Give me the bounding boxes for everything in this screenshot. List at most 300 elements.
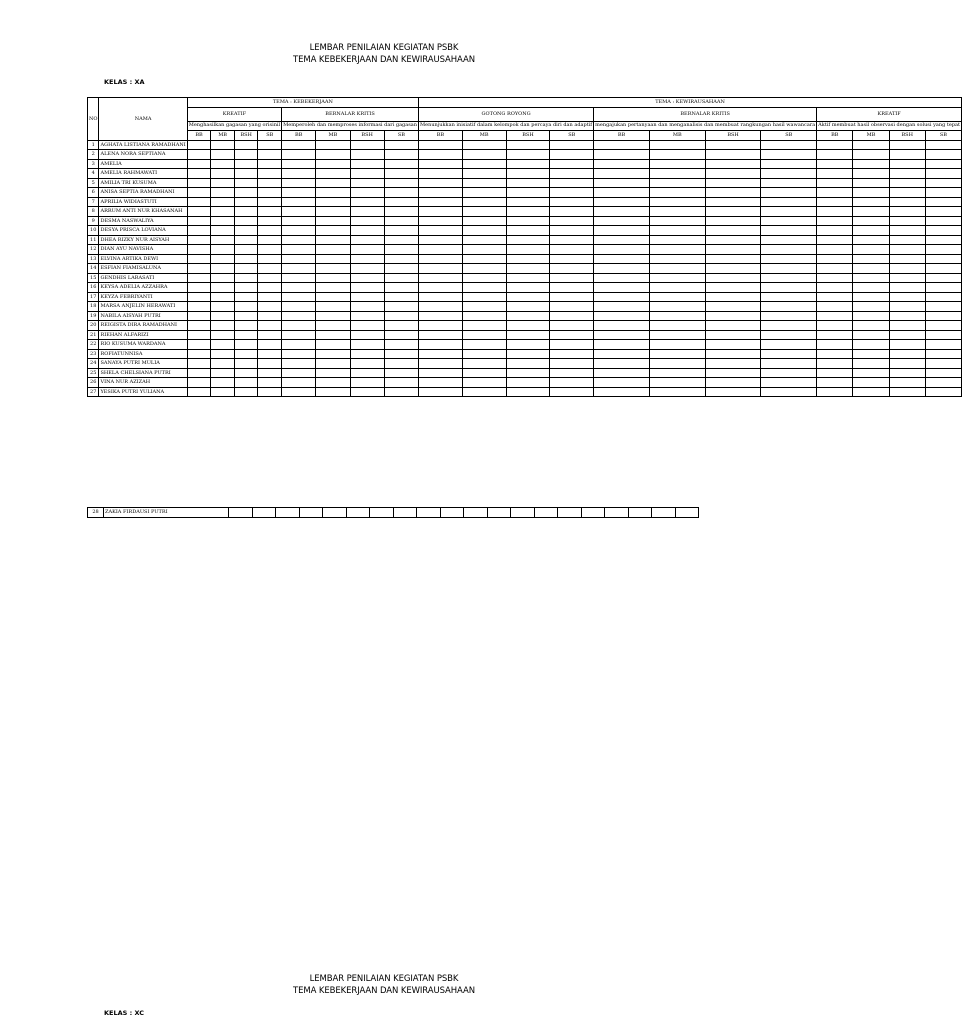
score-cell[interactable]	[889, 264, 925, 274]
score-cell[interactable]	[550, 273, 594, 283]
score-cell[interactable]	[316, 302, 350, 312]
score-cell[interactable]	[211, 178, 235, 188]
score-cell[interactable]	[384, 216, 418, 226]
score-cell[interactable]	[817, 188, 853, 198]
score-cell[interactable]	[462, 340, 506, 350]
score-cell[interactable]	[282, 264, 316, 274]
score-cell[interactable]	[506, 302, 550, 312]
score-cell[interactable]	[705, 235, 761, 245]
score-cell[interactable]	[282, 349, 316, 359]
score-cell[interactable]	[350, 340, 384, 350]
score-cell[interactable]	[234, 387, 258, 397]
score-cell[interactable]	[258, 330, 282, 340]
score-cell[interactable]	[384, 387, 418, 397]
score-cell[interactable]	[594, 207, 650, 217]
score-cell[interactable]	[350, 178, 384, 188]
score-cell[interactable]	[187, 159, 211, 169]
score-cell[interactable]	[705, 387, 761, 397]
score-cell[interactable]	[384, 378, 418, 388]
score-cell[interactable]	[853, 188, 889, 198]
score-cell[interactable]	[550, 340, 594, 350]
score-cell[interactable]	[316, 311, 350, 321]
score-cell[interactable]	[889, 359, 925, 369]
score-cell[interactable]	[817, 235, 853, 245]
score-cell[interactable]	[853, 311, 889, 321]
score-cell[interactable]	[350, 226, 384, 236]
score-cell[interactable]	[419, 378, 463, 388]
score-cell[interactable]	[258, 368, 282, 378]
score-cell[interactable]	[506, 150, 550, 160]
score-cell[interactable]	[594, 159, 650, 169]
score-cell[interactable]	[258, 207, 282, 217]
score-cell[interactable]	[419, 340, 463, 350]
score-cell[interactable]	[649, 197, 705, 207]
score-cell[interactable]	[889, 311, 925, 321]
score-cell[interactable]	[384, 264, 418, 274]
score-cell[interactable]	[258, 254, 282, 264]
score-cell[interactable]	[506, 340, 550, 350]
score-cell[interactable]	[705, 226, 761, 236]
score-cell[interactable]	[817, 254, 853, 264]
score-cell[interactable]	[705, 169, 761, 179]
score-cell[interactable]	[649, 273, 705, 283]
score-cell[interactable]	[211, 264, 235, 274]
score-cell[interactable]	[594, 330, 650, 340]
score-cell[interactable]	[419, 150, 463, 160]
score-cell[interactable]	[234, 368, 258, 378]
score-cell[interactable]	[346, 508, 370, 518]
score-cell[interactable]	[761, 178, 817, 188]
score-cell[interactable]	[853, 330, 889, 340]
score-cell[interactable]	[675, 508, 699, 518]
score-cell[interactable]	[316, 178, 350, 188]
score-cell[interactable]	[350, 140, 384, 150]
score-cell[interactable]	[506, 378, 550, 388]
score-cell[interactable]	[211, 235, 235, 245]
score-cell[interactable]	[234, 321, 258, 331]
score-cell[interactable]	[506, 359, 550, 369]
score-cell[interactable]	[316, 226, 350, 236]
score-cell[interactable]	[550, 226, 594, 236]
score-cell[interactable]	[705, 178, 761, 188]
score-cell[interactable]	[550, 368, 594, 378]
score-cell[interactable]	[462, 378, 506, 388]
score-cell[interactable]	[649, 245, 705, 255]
score-cell[interactable]	[889, 273, 925, 283]
score-cell[interactable]	[258, 226, 282, 236]
score-cell[interactable]	[853, 254, 889, 264]
score-cell[interactable]	[649, 302, 705, 312]
score-cell[interactable]	[817, 150, 853, 160]
score-cell[interactable]	[187, 188, 211, 198]
score-cell[interactable]	[506, 283, 550, 293]
score-cell[interactable]	[350, 254, 384, 264]
score-cell[interactable]	[761, 359, 817, 369]
score-cell[interactable]	[761, 264, 817, 274]
score-cell[interactable]	[258, 292, 282, 302]
score-cell[interactable]	[925, 235, 961, 245]
score-cell[interactable]	[761, 302, 817, 312]
score-cell[interactable]	[506, 197, 550, 207]
score-cell[interactable]	[594, 321, 650, 331]
score-cell[interactable]	[234, 283, 258, 293]
score-cell[interactable]	[889, 178, 925, 188]
score-cell[interactable]	[234, 264, 258, 274]
score-cell[interactable]	[705, 245, 761, 255]
score-cell[interactable]	[462, 264, 506, 274]
score-cell[interactable]	[384, 273, 418, 283]
score-cell[interactable]	[462, 178, 506, 188]
score-cell[interactable]	[594, 178, 650, 188]
score-cell[interactable]	[258, 140, 282, 150]
score-cell[interactable]	[350, 159, 384, 169]
score-cell[interactable]	[925, 349, 961, 359]
score-cell[interactable]	[384, 169, 418, 179]
score-cell[interactable]	[705, 359, 761, 369]
score-cell[interactable]	[419, 283, 463, 293]
score-cell[interactable]	[211, 254, 235, 264]
score-cell[interactable]	[594, 245, 650, 255]
score-cell[interactable]	[889, 254, 925, 264]
score-cell[interactable]	[550, 207, 594, 217]
score-cell[interactable]	[258, 197, 282, 207]
score-cell[interactable]	[211, 188, 235, 198]
score-cell[interactable]	[889, 387, 925, 397]
score-cell[interactable]	[817, 178, 853, 188]
score-cell[interactable]	[323, 508, 347, 518]
score-cell[interactable]	[384, 235, 418, 245]
score-cell[interactable]	[234, 359, 258, 369]
score-cell[interactable]	[925, 140, 961, 150]
score-cell[interactable]	[384, 302, 418, 312]
score-cell[interactable]	[705, 150, 761, 160]
score-cell[interactable]	[350, 264, 384, 274]
score-cell[interactable]	[534, 508, 558, 518]
score-cell[interactable]	[316, 321, 350, 331]
score-cell[interactable]	[649, 264, 705, 274]
score-cell[interactable]	[462, 321, 506, 331]
score-cell[interactable]	[705, 368, 761, 378]
score-cell[interactable]	[350, 273, 384, 283]
score-cell[interactable]	[705, 254, 761, 264]
score-cell[interactable]	[350, 311, 384, 321]
score-cell[interactable]	[384, 178, 418, 188]
score-cell[interactable]	[550, 330, 594, 340]
score-cell[interactable]	[384, 188, 418, 198]
score-cell[interactable]	[350, 216, 384, 226]
score-cell[interactable]	[419, 273, 463, 283]
score-cell[interactable]	[234, 340, 258, 350]
score-cell[interactable]	[384, 207, 418, 217]
score-cell[interactable]	[419, 226, 463, 236]
score-cell[interactable]	[211, 292, 235, 302]
score-cell[interactable]	[384, 140, 418, 150]
score-cell[interactable]	[889, 207, 925, 217]
score-cell[interactable]	[234, 197, 258, 207]
score-cell[interactable]	[889, 292, 925, 302]
score-cell[interactable]	[649, 235, 705, 245]
score-cell[interactable]	[649, 349, 705, 359]
score-cell[interactable]	[705, 349, 761, 359]
score-cell[interactable]	[889, 245, 925, 255]
score-cell[interactable]	[234, 349, 258, 359]
score-cell[interactable]	[462, 283, 506, 293]
score-cell[interactable]	[506, 178, 550, 188]
score-cell[interactable]	[258, 321, 282, 331]
score-cell[interactable]	[506, 159, 550, 169]
score-cell[interactable]	[384, 226, 418, 236]
score-cell[interactable]	[350, 292, 384, 302]
score-cell[interactable]	[187, 178, 211, 188]
score-cell[interactable]	[925, 254, 961, 264]
score-cell[interactable]	[817, 378, 853, 388]
score-cell[interactable]	[925, 340, 961, 350]
score-cell[interactable]	[705, 321, 761, 331]
score-cell[interactable]	[211, 197, 235, 207]
score-cell[interactable]	[925, 188, 961, 198]
score-cell[interactable]	[462, 359, 506, 369]
score-cell[interactable]	[853, 387, 889, 397]
score-cell[interactable]	[187, 254, 211, 264]
score-cell[interactable]	[649, 150, 705, 160]
score-cell[interactable]	[925, 302, 961, 312]
score-cell[interactable]	[925, 150, 961, 160]
score-cell[interactable]	[350, 235, 384, 245]
score-cell[interactable]	[925, 368, 961, 378]
score-cell[interactable]	[234, 245, 258, 255]
score-cell[interactable]	[925, 197, 961, 207]
score-cell[interactable]	[594, 226, 650, 236]
score-cell[interactable]	[187, 283, 211, 293]
score-cell[interactable]	[419, 292, 463, 302]
score-cell[interactable]	[705, 197, 761, 207]
score-cell[interactable]	[419, 321, 463, 331]
score-cell[interactable]	[282, 216, 316, 226]
score-cell[interactable]	[258, 150, 282, 160]
score-cell[interactable]	[594, 197, 650, 207]
score-cell[interactable]	[550, 235, 594, 245]
score-cell[interactable]	[187, 321, 211, 331]
score-cell[interactable]	[761, 188, 817, 198]
score-cell[interactable]	[853, 273, 889, 283]
score-cell[interactable]	[853, 216, 889, 226]
score-cell[interactable]	[187, 330, 211, 340]
score-cell[interactable]	[649, 330, 705, 340]
score-cell[interactable]	[853, 197, 889, 207]
score-cell[interactable]	[282, 368, 316, 378]
score-cell[interactable]	[350, 197, 384, 207]
score-cell[interactable]	[506, 292, 550, 302]
score-cell[interactable]	[925, 321, 961, 331]
score-cell[interactable]	[925, 273, 961, 283]
score-cell[interactable]	[384, 340, 418, 350]
score-cell[interactable]	[817, 169, 853, 179]
score-cell[interactable]	[316, 254, 350, 264]
score-cell[interactable]	[506, 235, 550, 245]
score-cell[interactable]	[853, 283, 889, 293]
score-cell[interactable]	[761, 273, 817, 283]
score-cell[interactable]	[925, 378, 961, 388]
score-cell[interactable]	[384, 349, 418, 359]
score-cell[interactable]	[550, 188, 594, 198]
score-cell[interactable]	[258, 264, 282, 274]
score-cell[interactable]	[419, 330, 463, 340]
score-cell[interactable]	[705, 302, 761, 312]
score-cell[interactable]	[511, 508, 535, 518]
score-cell[interactable]	[594, 188, 650, 198]
score-cell[interactable]	[506, 264, 550, 274]
score-cell[interactable]	[316, 340, 350, 350]
score-cell[interactable]	[384, 311, 418, 321]
score-cell[interactable]	[211, 321, 235, 331]
score-cell[interactable]	[925, 311, 961, 321]
score-cell[interactable]	[925, 178, 961, 188]
score-cell[interactable]	[211, 349, 235, 359]
score-cell[interactable]	[234, 302, 258, 312]
score-cell[interactable]	[258, 349, 282, 359]
score-cell[interactable]	[187, 235, 211, 245]
score-cell[interactable]	[925, 216, 961, 226]
score-cell[interactable]	[550, 311, 594, 321]
score-cell[interactable]	[282, 340, 316, 350]
score-cell[interactable]	[384, 330, 418, 340]
score-cell[interactable]	[853, 159, 889, 169]
score-cell[interactable]	[853, 349, 889, 359]
score-cell[interactable]	[506, 349, 550, 359]
score-cell[interactable]	[187, 197, 211, 207]
score-cell[interactable]	[462, 349, 506, 359]
score-cell[interactable]	[282, 245, 316, 255]
score-cell[interactable]	[419, 235, 463, 245]
score-cell[interactable]	[506, 387, 550, 397]
score-cell[interactable]	[761, 216, 817, 226]
score-cell[interactable]	[817, 311, 853, 321]
score-cell[interactable]	[211, 216, 235, 226]
score-cell[interactable]	[853, 368, 889, 378]
score-cell[interactable]	[234, 226, 258, 236]
score-cell[interactable]	[282, 235, 316, 245]
score-cell[interactable]	[384, 368, 418, 378]
score-cell[interactable]	[234, 292, 258, 302]
score-cell[interactable]	[282, 178, 316, 188]
score-cell[interactable]	[761, 207, 817, 217]
score-cell[interactable]	[211, 359, 235, 369]
score-cell[interactable]	[594, 273, 650, 283]
score-cell[interactable]	[462, 311, 506, 321]
score-cell[interactable]	[581, 508, 605, 518]
score-cell[interactable]	[211, 273, 235, 283]
score-cell[interactable]	[506, 254, 550, 264]
score-cell[interactable]	[187, 368, 211, 378]
score-cell[interactable]	[384, 197, 418, 207]
score-cell[interactable]	[350, 188, 384, 198]
score-cell[interactable]	[705, 207, 761, 217]
score-cell[interactable]	[282, 387, 316, 397]
score-cell[interactable]	[316, 283, 350, 293]
score-cell[interactable]	[187, 273, 211, 283]
score-cell[interactable]	[761, 340, 817, 350]
score-cell[interactable]	[258, 340, 282, 350]
score-cell[interactable]	[187, 245, 211, 255]
score-cell[interactable]	[853, 140, 889, 150]
score-cell[interactable]	[705, 159, 761, 169]
score-cell[interactable]	[316, 150, 350, 160]
score-cell[interactable]	[462, 207, 506, 217]
score-cell[interactable]	[761, 292, 817, 302]
score-cell[interactable]	[817, 349, 853, 359]
score-cell[interactable]	[211, 340, 235, 350]
score-cell[interactable]	[817, 264, 853, 274]
score-cell[interactable]	[506, 245, 550, 255]
score-cell[interactable]	[462, 197, 506, 207]
score-cell[interactable]	[594, 292, 650, 302]
score-cell[interactable]	[258, 311, 282, 321]
score-cell[interactable]	[187, 292, 211, 302]
score-cell[interactable]	[350, 359, 384, 369]
score-cell[interactable]	[761, 197, 817, 207]
score-cell[interactable]	[889, 226, 925, 236]
score-cell[interactable]	[350, 207, 384, 217]
score-cell[interactable]	[187, 378, 211, 388]
score-cell[interactable]	[594, 302, 650, 312]
score-cell[interactable]	[187, 207, 211, 217]
score-cell[interactable]	[316, 159, 350, 169]
score-cell[interactable]	[384, 292, 418, 302]
score-cell[interactable]	[211, 169, 235, 179]
score-cell[interactable]	[817, 368, 853, 378]
score-cell[interactable]	[558, 508, 582, 518]
score-cell[interactable]	[889, 216, 925, 226]
score-cell[interactable]	[282, 207, 316, 217]
score-cell[interactable]	[282, 197, 316, 207]
score-cell[interactable]	[316, 207, 350, 217]
score-cell[interactable]	[817, 245, 853, 255]
score-cell[interactable]	[649, 311, 705, 321]
score-cell[interactable]	[350, 349, 384, 359]
score-cell[interactable]	[462, 330, 506, 340]
score-cell[interactable]	[817, 216, 853, 226]
score-cell[interactable]	[464, 508, 488, 518]
score-cell[interactable]	[506, 216, 550, 226]
score-cell[interactable]	[258, 387, 282, 397]
score-cell[interactable]	[419, 140, 463, 150]
score-cell[interactable]	[234, 330, 258, 340]
score-cell[interactable]	[187, 302, 211, 312]
score-cell[interactable]	[550, 264, 594, 274]
score-cell[interactable]	[506, 169, 550, 179]
score-cell[interactable]	[211, 226, 235, 236]
score-cell[interactable]	[234, 159, 258, 169]
score-cell[interactable]	[282, 150, 316, 160]
score-cell[interactable]	[350, 245, 384, 255]
score-cell[interactable]	[234, 150, 258, 160]
score-cell[interactable]	[761, 368, 817, 378]
score-cell[interactable]	[234, 178, 258, 188]
score-cell[interactable]	[506, 140, 550, 150]
score-cell[interactable]	[282, 330, 316, 340]
score-cell[interactable]	[282, 273, 316, 283]
score-cell[interactable]	[853, 169, 889, 179]
score-cell[interactable]	[853, 207, 889, 217]
score-cell[interactable]	[462, 292, 506, 302]
score-cell[interactable]	[594, 387, 650, 397]
score-cell[interactable]	[282, 292, 316, 302]
score-cell[interactable]	[187, 359, 211, 369]
score-cell[interactable]	[761, 311, 817, 321]
score-cell[interactable]	[506, 330, 550, 340]
score-cell[interactable]	[419, 264, 463, 274]
score-cell[interactable]	[211, 378, 235, 388]
